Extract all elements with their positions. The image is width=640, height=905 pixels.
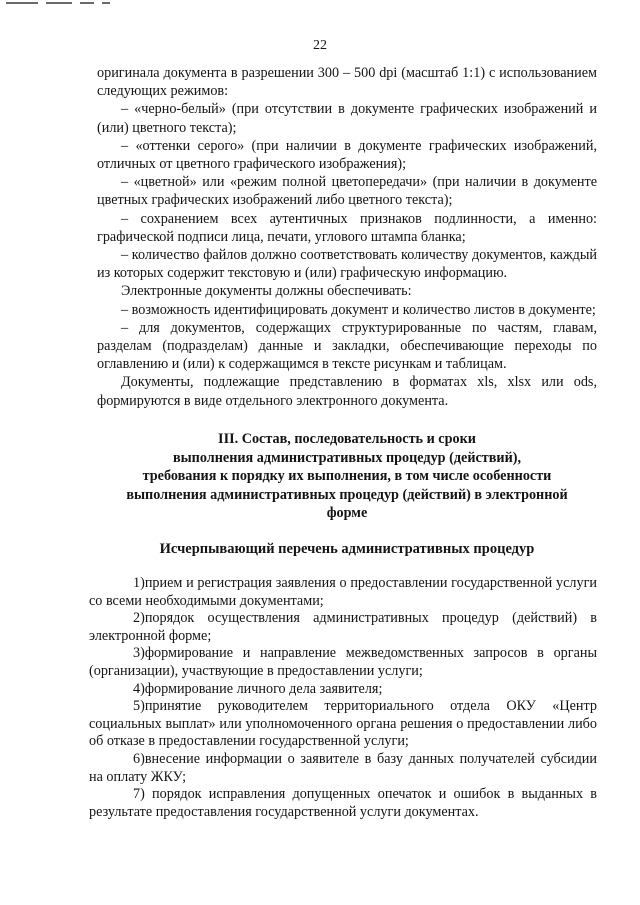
list-item: 4)формирование личного дела заявителя; xyxy=(133,680,383,697)
paragraph: – «оттенки серого» (при наличии в документе графических изображений, отличных от цветного графического изображения); xyxy=(97,137,597,173)
page-number: 22 xyxy=(313,38,327,53)
list-item: 5)принятие руководителем территориального отдела ОКУ «Центр социальных выплат» или уполномоченного органа решения о предоставлении либо об отказе в предоставлении государственной услуги; xyxy=(89,698,597,750)
paragraph: – «цветной» или «режим полной цветопередачи» (при наличии в документе цветных графических изображений либо цветного текста); xyxy=(97,174,597,209)
paragraph: Электронные документы должны обеспечивать: xyxy=(121,283,412,300)
paragraph: Документы, подлежащие представлению в форматах xls, xlsx или ods, формируются в виде отдельного электронного документа. xyxy=(97,374,597,409)
paragraph: оригинала документа в разрешении 300 – 500 dpi (масштаб 1:1) с использованием следующих режимов: xyxy=(97,65,597,100)
section-heading-line: форме xyxy=(326,505,368,521)
procedures-list xyxy=(89,575,597,821)
section-heading xyxy=(97,430,597,523)
list-item: 7) порядок исправления допущенных опечаток и ошибок в выданных в результате предоставления государственной услуги документах. xyxy=(89,786,597,820)
list-item: 1)прием и регистрация заявления о предоставлении государственной услуги со всеми необходимыми документами; xyxy=(89,575,597,609)
paragraph: – количество файлов должно соответствовать количеству документов, каждый из которых содержит текстовую и (или) графическую информацию. xyxy=(97,247,597,282)
list-item: 2)порядок осуществления административных процедур (действий) в электронной форме; xyxy=(89,610,597,644)
list-item: 6)внесение информации о заявителе в базу данных получателей субсидии на оплату ЖКУ; xyxy=(89,750,597,785)
paragraph: – для документов, содержащих структурированные по частям, главам, разделам (подразделам) данные и закладки, обеспечивающие переходы по оглавлению и (или) к содержащимся в тексте рисункам и таблицам. xyxy=(97,319,597,373)
intro-text xyxy=(97,64,597,410)
section-heading-line: выполнения административных процедур (действий), xyxy=(172,449,522,466)
paragraph: – возможность идентифицировать документ и количество листов в документе; xyxy=(121,301,596,318)
scan-corner-mark xyxy=(6,0,116,6)
section-heading-line: III. Состав, последовательность и сроки xyxy=(218,431,476,447)
list-item: 3)формирование и направление межведомственных запросов в органы (организации), участвующие в предоставлении услуги; xyxy=(89,645,597,679)
paragraph: – «черно-белый» (при отсутствии в документе графических изображений и (или) цветного текста); xyxy=(97,101,597,136)
section-heading-line: выполнения административных процедур (действий) в электронной xyxy=(126,486,568,503)
procedures-subheading: Исчерпывающий перечень административных процедур xyxy=(159,541,535,557)
section-heading-line: требования к порядку их выполнения, в том числе особенности xyxy=(142,468,552,484)
paragraph: – сохранением всех аутентичных признаков подлинности, а именно: графической подписи лица, печати, углового штампа бланка; xyxy=(97,210,597,245)
